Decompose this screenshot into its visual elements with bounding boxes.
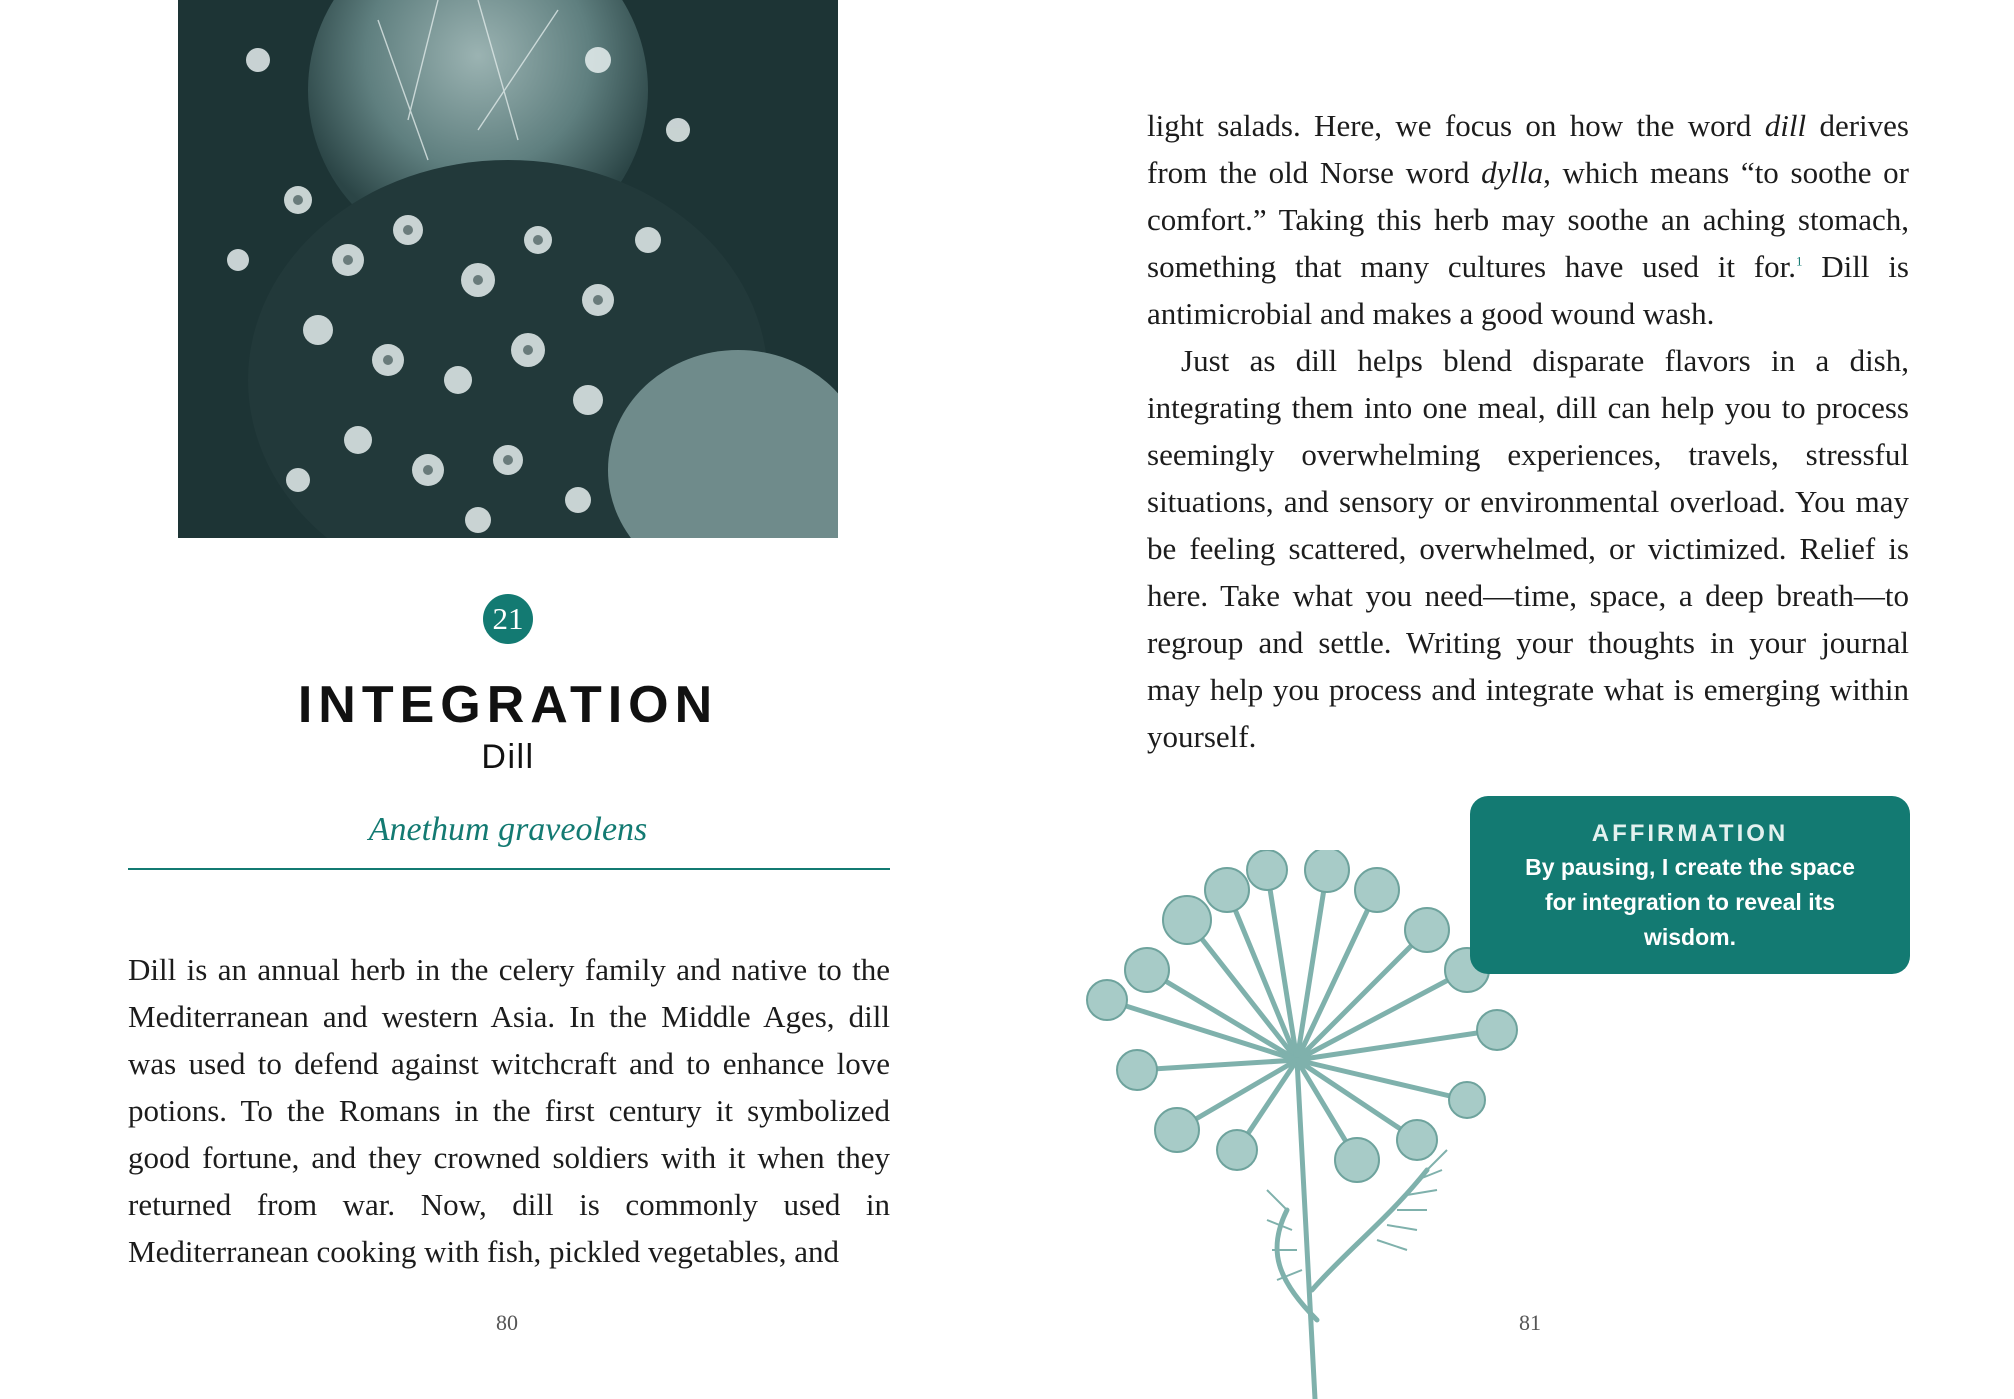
p1-text-b: derives from the old Norse word [1147, 108, 1909, 190]
affirmation-box [1470, 796, 1910, 974]
p1-italic-dill: dill [1764, 108, 1807, 143]
common-name: Dill [481, 738, 535, 776]
page-number-left: 80 [496, 1310, 518, 1335]
latin-name: Anethum graveolens [368, 811, 648, 848]
chapter-number-badge: 21 [483, 594, 533, 644]
p1-text-d: Dill is antimicrobial and makes a good wound wash. [1147, 249, 1909, 331]
affirmation-text: By pausing, I create the space for integration to reveal its wisdom. [1525, 854, 1855, 950]
affirmation-heading: AFFIRMATION [1591, 820, 1789, 847]
p1-text-c: , which means “to soothe or comfort.” Taking this herb may soothe an aching stomach, something that many cultures have used it for. [1147, 155, 1909, 284]
divider-rule [128, 868, 890, 870]
left-paragraph: Dill is an annual herb in the celery family and native to the Mediterranean and western Asia. In the Middle Ages, dill was used to defend against witchcraft and to enhance love potions. To the Romans in the first century it symbolized good fortune, and they crowned soldiers with it when they returned from war. Now, dill is commonly used in Mediterranean cooking with fish, pickled vegetables, and [128, 952, 890, 1269]
right-paragraph-2: Just as dill helps blend disparate flavors in a dish, integrating them into one meal, dill can help you to process seemingly overwhelming experiences, travels, stressful situations, and sensory or environmental overload. You may be feeling scattered, overwhelmed, or victimized. Relief is here. Take what you need—time, space, a deep breath—to regroup and settle. Writing your thoughts in your journal may help you process and integrate what is emerging within yourself. [1147, 343, 1909, 754]
footnote-marker[interactable]: 1 [1796, 253, 1803, 269]
right-paragraph-1 [1147, 102, 1909, 337]
right-body-text [1147, 102, 1909, 760]
p1-italic-dylla: dylla [1481, 155, 1544, 190]
bearded-man-with-dill-flowers-photo [178, 0, 838, 538]
page-number-right: 81 [1519, 1310, 1541, 1335]
left-body-text [128, 946, 890, 1275]
p1-text-a: light salads. Here, we focus on how the word [1147, 108, 1765, 143]
chapter-title: INTEGRATION [297, 676, 719, 734]
right-page [1007, 0, 2014, 1399]
